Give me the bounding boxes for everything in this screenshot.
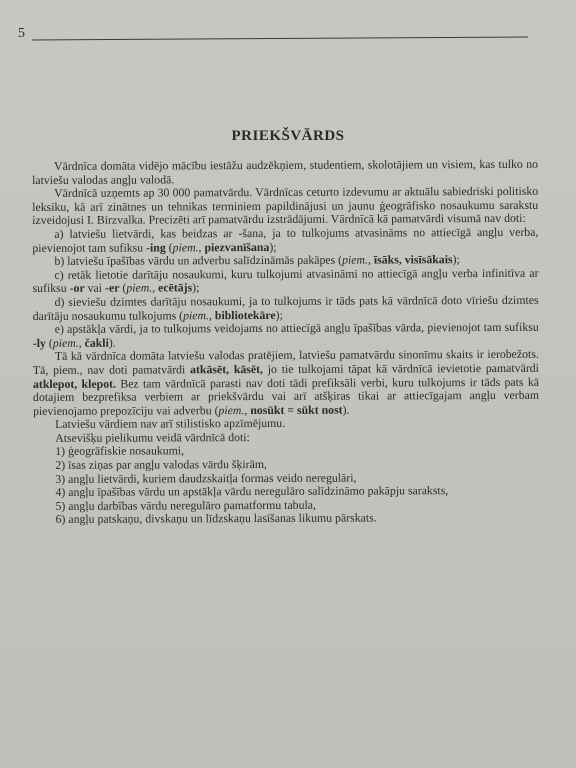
- rule-a: a) latviešu lietvārdi, kas beidzas ar -šana, ja to tulkojums atvasināms no attiecīgā angļu verba, pievienojot tam sufiksu -ing (piem., piezvanīšana);: [32, 224, 539, 255]
- list-item: 5) angļu darbības vārdu neregulāro pamatformu tabula,: [55, 497, 316, 513]
- rule-d: d) sieviešu dzimtes darītāju nosaukumi, ja to tulkojums ir tāds pats kā vārdnīcā doto vīriešu dzimtes darītāju nosaukumu tulkojums (piem., bibliotekāre);: [32, 292, 539, 323]
- paragraph-intro: Vārdnīca domāta vidējo mācību iestāžu audzēkņiem, studentiem, skolotājiem un visiem, kas tulko no latviešu valodas angļu valodā.: [32, 156, 539, 187]
- list-item: 3) angļu lietvārdi, kuriem daudzskaitļa formas veido neregulāri,: [55, 470, 357, 486]
- paragraph-stylistic: Latviešu vārdiem nav arī stilistisko apzīmējumu.: [55, 416, 286, 432]
- page-title: PRIEKŠVĀRDS: [231, 128, 345, 144]
- list-item: 2) īsas ziņas par angļu valodas vārdu šķirām,: [55, 457, 268, 472]
- rule-b: b) latviešu īpašības vārdu un adverbu salīdzināmās pakāpes (piem., īsāks, visīsākais);: [54, 252, 460, 269]
- rule-c: c) retāk lietotie darītāju nosaukumi, kuru tulkojumi atvasināmi no attiecīgā angļu verba infinitīva ar sufiksu -or vai -er (piem., ecētājs);: [32, 265, 539, 296]
- list-item: 1) ģeogrāfiskie nosaukumi,: [55, 443, 185, 459]
- list-item: 4) angļu īpašības vārdu un apstākļa vārdu neregulāro salīdzināmo pakāpju saraksts,: [55, 483, 449, 500]
- rule-e: e) apstākļa vārdi, ja to tulkojums veidojams no attiecīgā angļu īpašības vārda, pievienojot tam sufiksu -ly (piem., čakli).: [32, 319, 539, 350]
- list-item: 6) angļu patskaņu, divskaņu un līdzskaņu lasīšanas likumu pārskats.: [55, 510, 377, 527]
- preface-body: [32, 158, 540, 527]
- paragraph-synonyms: Tā kā vārdnīca domāta latviešu valodas pratējiem, latviešu pamatvārdu sinonīmu skaits ir ierobežots. Tā, piem., nav doti pamatvārdi atkāsēt, kāsēt, jo tie tulkojami tāpat kā vārdnīcā ievietotie pamatvārdi atklepot, klepot. Bez tam vārdnīcā parasti nav doti tādi prefiksāli verbi, kuru tulkojums ir tāds pats kā dotajiem bezprefiksa verbiem ar priekšvārdu vai arī atšķiras tikai ar attiecīgajam angļu verbam pievienojamo prepozīciju vai adverbu (piem., nosūkt = sūkt nost).: [32, 347, 540, 418]
- page-number: 5: [18, 26, 25, 41]
- header-rule: [32, 36, 528, 40]
- paragraph-appendices-intro: Atsevišķu pielikumu veidā vārdnīcā doti:: [55, 429, 250, 445]
- paragraph-scope: Vārdnīcā uzņemts ap 30 000 pamatvārdu. Vārdnīcas ceturto izdevumu ar aktuālu sabiedriski politisko leksiku, kā arī zinātnes un tehnikas terminiem papildinājusi un jaunu ģeogrāfisko nosaukumu sarakstu izveidojusi I. Birzvalka. Precizēti arī pamatvārdu izstrādājumi. Vārdnīcā kā pamatvārdi visumā nav doti:: [32, 183, 539, 228]
